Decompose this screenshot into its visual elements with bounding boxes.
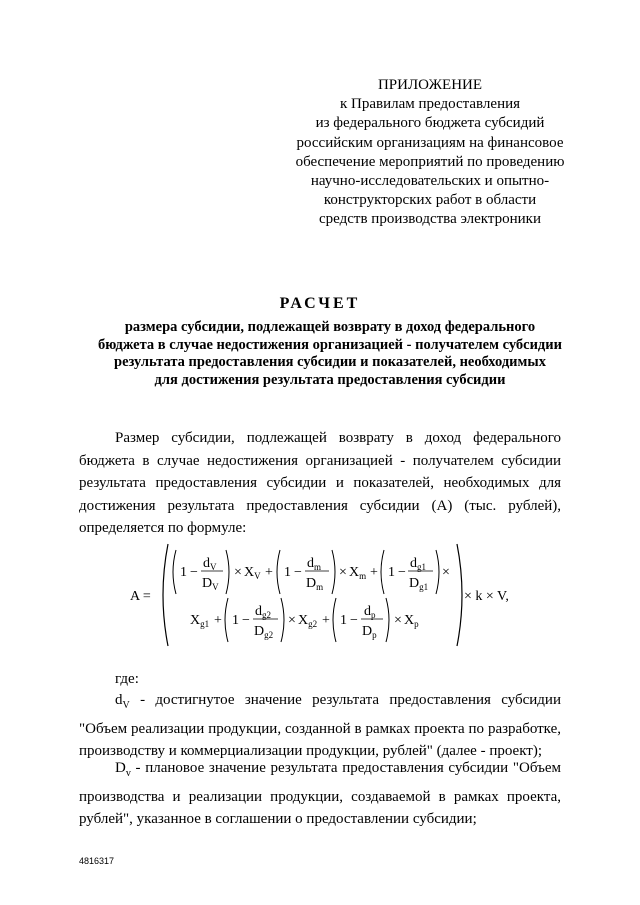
definition-dv: [79, 689, 561, 763]
var-x: $X_p$: [404, 613, 419, 629]
appendix-line: средств производства электроники: [319, 211, 541, 228]
var-x: $X_{g2}$: [298, 613, 318, 629]
minus-sign: −: [242, 613, 250, 628]
subtitle-line: для достижения результата предоставления субсидии: [154, 371, 506, 388]
paren-open: [381, 550, 384, 594]
minus-sign: −: [398, 565, 406, 580]
document-subtitle: [80, 319, 580, 389]
frac-num: $d_p$: [364, 604, 376, 620]
intro-line: Размер субсидии, подлежащей возврату в доход федерального: [115, 430, 561, 446]
term-one: 1: [284, 565, 291, 580]
appendix-line: научно-исследовательских и опытно-: [310, 173, 550, 190]
times-sign: ×: [442, 565, 450, 580]
intro-paragraph: [79, 427, 561, 540]
paren-open: [225, 598, 228, 642]
definition-symbol: $d_V$: [115, 692, 130, 711]
intro-line: бюджета в случае недостижения организацией - получателем субсидии: [79, 452, 561, 469]
subtitle-line: результата предоставления субсидии и показателей, необходимых: [114, 354, 546, 371]
document-title: РАСЧЕТ: [279, 295, 361, 312]
formula-tail: × k × V,: [464, 589, 509, 604]
term-one: 1: [180, 565, 187, 580]
intro-line: результата предоставления субсидии и показателей, необходимых для: [79, 475, 561, 491]
plus-sign: +: [370, 565, 378, 580]
paren-close: [436, 550, 439, 594]
formula-svg: [130, 540, 520, 650]
times-sign: ×: [394, 613, 402, 628]
document-id: 4816317: [79, 856, 115, 866]
appendix-line: конструкторских работ в области: [323, 192, 537, 209]
paren-open: [173, 550, 176, 594]
appendix-line: российским организациям на финансовое: [296, 134, 564, 151]
appendix-heading: ПРИЛОЖЕНИЕ: [377, 77, 483, 93]
definition-line: "Объем реализации продукции, созданной в рамках проекта по разработке,: [79, 720, 561, 737]
paren-open: [277, 550, 280, 594]
paren-close: [281, 598, 284, 642]
definition-Dv: [79, 757, 561, 831]
frac-den: $D_p$: [362, 624, 377, 640]
paren-close: [386, 598, 389, 642]
paren-open: [333, 598, 336, 642]
term-one: 1: [340, 613, 347, 628]
frac-num: $d_{g1}$: [410, 556, 426, 572]
definition-line: производству и коммерциализации продукции, рублей" (далее - проект);: [79, 743, 543, 759]
frac-den: $D_{g2}$: [254, 624, 274, 640]
definition-line: рублей", указанное в соглашении о предоставлении субсидии;: [79, 811, 477, 827]
frac-num: $d_m$: [307, 556, 322, 572]
appendix-line: обеспечение мероприятий по проведению: [295, 153, 565, 170]
outer-right-paren: [457, 544, 462, 646]
frac-den: $D_m$: [306, 576, 324, 592]
appendix-line: из федерального бюджета субсидий: [315, 115, 545, 132]
definition-symbol: $D_v$: [115, 760, 131, 779]
frac-den: $D_V$: [202, 576, 219, 592]
subtitle-line: размера субсидии, подлежащей возврату в доход федерального: [124, 319, 536, 335]
appendix-line: к Правилам предоставления: [339, 96, 521, 113]
outer-left-paren: [163, 544, 168, 646]
definition-line: производства и реализации продукции, создаваемой в рамках проекта,: [79, 788, 561, 805]
plus-sign: +: [265, 565, 273, 580]
plus-sign: +: [214, 613, 222, 628]
subsidy-formula: [130, 540, 520, 650]
where-label: где:: [115, 671, 139, 687]
paren-close: [226, 550, 229, 594]
definition-line: $D_v$ - плановое значение результата предоставления субсидии "Объем: [115, 760, 561, 779]
frac-num: $d_V$: [203, 556, 217, 572]
times-sign: ×: [234, 565, 242, 580]
term-one: 1: [232, 613, 239, 628]
subtitle-line: бюджета в случае недостижения организацией - получателем субсидии: [98, 336, 562, 353]
frac-num: $d_{g2}$: [255, 604, 271, 620]
frac-den: $D_{g1}$: [409, 576, 429, 592]
intro-line: определяется по формуле:: [79, 520, 247, 536]
plus-sign: +: [322, 613, 330, 628]
var-x: $X_m$: [349, 565, 367, 581]
appendix-block: [280, 76, 580, 230]
minus-sign: −: [190, 565, 198, 580]
var-x: $X_{g1}$: [190, 613, 210, 629]
term-one: 1: [388, 565, 395, 580]
formula-lhs: A =: [130, 589, 151, 604]
var-x: $X_V$: [244, 565, 261, 581]
definition-line: $d_V$ - достигнутое значение результата предоставления субсидии: [115, 692, 561, 711]
times-sign: ×: [339, 565, 347, 580]
times-sign: ×: [288, 613, 296, 628]
minus-sign: −: [294, 565, 302, 580]
minus-sign: −: [350, 613, 358, 628]
paren-close: [332, 550, 335, 594]
intro-line: достижения результата предоставления субсидии (А) (тыс. рублей),: [79, 497, 561, 514]
